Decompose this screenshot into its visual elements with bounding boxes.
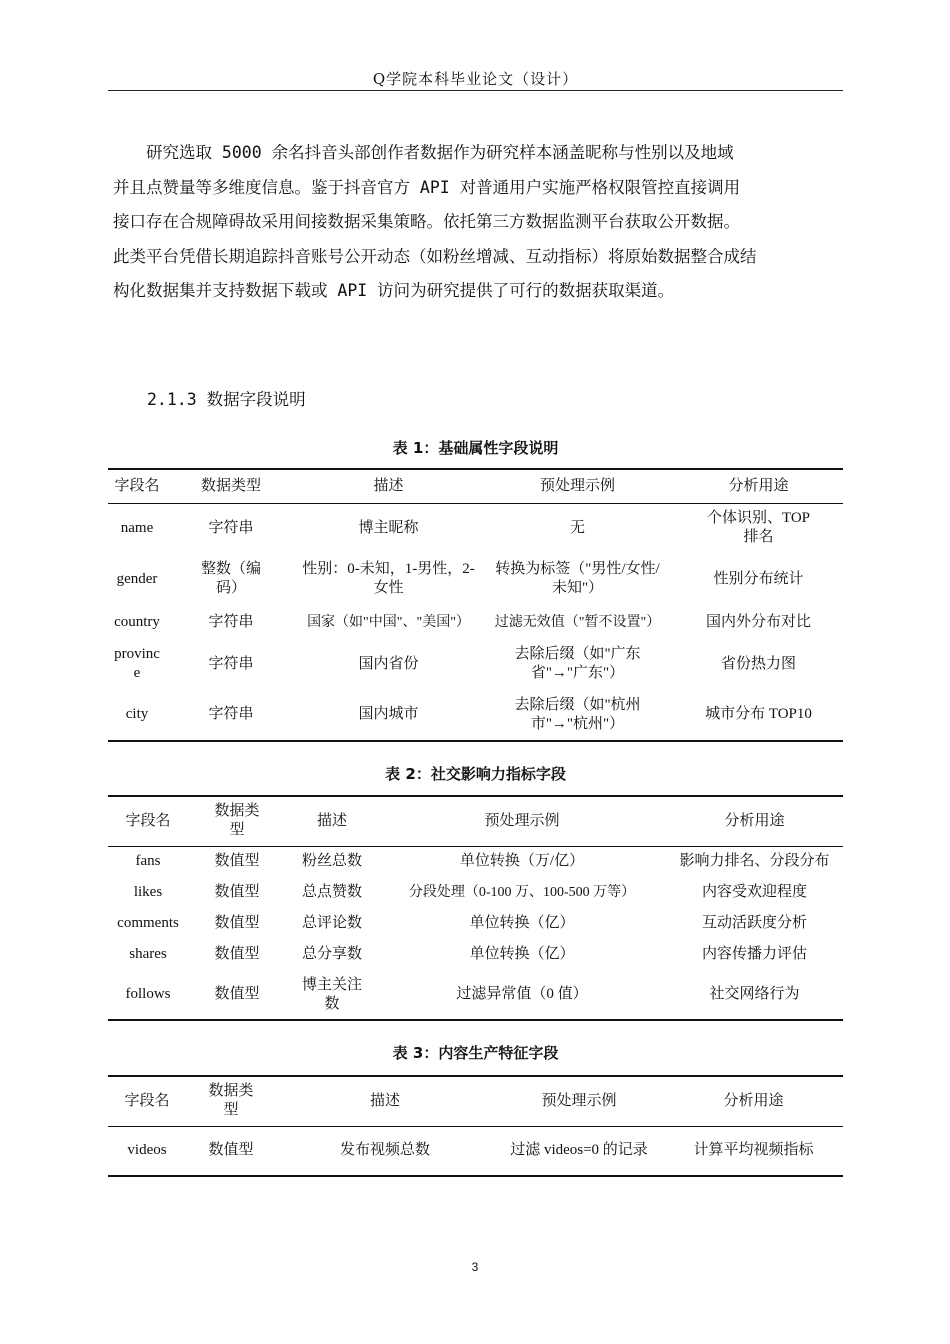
table-cell: 单位转换（亿） — [469, 915, 575, 931]
table-1-caption: 表 1：基础属性字段说明 — [392, 439, 559, 457]
table-header-cell: 预处理示例 — [481, 469, 674, 503]
table-cell: follows — [125, 986, 171, 1002]
table-row — [108, 503, 843, 553]
table-cell: likes — [133, 884, 163, 900]
table-header-cell: 数据类型 — [186, 1076, 276, 1126]
table-row — [108, 877, 843, 908]
table-header-cell: 数据类型 — [188, 796, 286, 846]
table-cell: 数值型 — [214, 884, 260, 900]
table-row — [108, 908, 843, 939]
table-cell: 数值型 — [214, 986, 260, 1002]
section-heading: 2.1.3 数据字段说明 — [147, 390, 306, 409]
table-cell: 总分享数 — [301, 946, 362, 962]
table-cell: 总评论数 — [301, 915, 362, 931]
table-cell: 粉丝总数 — [301, 853, 362, 870]
table-header-cell: 分析用途 — [666, 796, 843, 846]
table-row — [108, 939, 843, 970]
table-header-cell: 字段名 — [108, 1076, 186, 1126]
table-cell: comments — [117, 915, 179, 931]
table-header-cell: 预处理示例 — [494, 1076, 664, 1126]
table-cell: 字符串 — [208, 655, 254, 672]
paragraph-line: 接口存在合规障碍故采用间接数据采集策略。依托第三方数据监测平台获取公开数据。 — [113, 212, 740, 231]
table-header-cell: 描述 — [296, 469, 481, 503]
table-cell: 互动活跃度分析 — [701, 915, 807, 931]
table-cell: 国内省份 — [358, 655, 419, 672]
table-cell: city — [125, 706, 149, 722]
table-2 — [108, 795, 843, 1021]
header-rule — [108, 90, 843, 91]
table-cell: 国内城市 — [358, 706, 419, 722]
table-cell: 计算平均视频指标 — [693, 1142, 814, 1159]
table-header-cell: 分析用途 — [674, 469, 843, 503]
table-cell: 影响力排名、分段分布 — [679, 853, 830, 870]
table-cell: 去除后缀（如"广东省"→"广东"） — [514, 646, 641, 681]
table-header-cell: 预处理示例 — [378, 796, 666, 846]
paragraph-line: 此类平台凭借长期追踪抖音账号公开动态（如粉丝增减、互动指标）将原始数据整合成结 — [113, 246, 757, 266]
table-cell: 转换为标签（"男性/女性/未知"） — [495, 561, 660, 596]
table-header-cell: 数据类型 — [166, 469, 296, 503]
paragraph-line: 并且点赞量等多维度信息。鉴于抖音官方 API 对普通用户实施严格权限管控直接调用 — [113, 177, 741, 197]
table-header-cell: 字段名 — [108, 796, 188, 846]
table-cell: 城市分布 TOP10 — [705, 706, 812, 722]
table-cell: 省份热力图 — [720, 655, 796, 672]
table-cell: 国家（如"中国"、"美国"） — [307, 614, 470, 630]
table-header-cell: 描述 — [286, 796, 378, 846]
table-cell: 社交网络行为 — [709, 986, 800, 1002]
table-cell: shares — [129, 946, 167, 962]
paragraph-line: 构化数据集并支持数据下载或 API 访问为研究提供了可行的数据获取渠道。 — [113, 281, 675, 300]
table-cell: 去除后缀（如"杭州市"→"杭州"） — [514, 696, 641, 732]
table-cell: 总点赞数 — [301, 884, 362, 900]
table-cell: 内容受欢迎程度 — [701, 884, 807, 900]
page-number: 3 — [471, 1260, 479, 1274]
table-cell: 个体识别、TOP 排名 — [706, 510, 811, 546]
page-header: Q学院本科毕业论文（设计） — [372, 70, 579, 88]
paragraph-line: 研究选取 5000 余名抖音头部创作者数据作为研究样本涵盖昵称与性别以及地域 — [113, 143, 734, 162]
table-cell: videos — [127, 1142, 167, 1159]
table-cell: 整数（编码） — [200, 561, 261, 596]
table-cell: 无 — [569, 519, 585, 536]
table-cell: 过滤异常值（0 值） — [456, 986, 588, 1002]
table-cell: 国内外分布对比 — [705, 613, 811, 630]
table-cell: 单位转换（万/亿） — [459, 853, 585, 870]
table-header-cell: 分析用途 — [664, 1076, 843, 1126]
table-cell: 数值型 — [214, 915, 260, 931]
table-3 — [108, 1075, 843, 1177]
table-3-caption: 表 3：内容生产特征字段 — [392, 1044, 559, 1062]
table-cell: 内容传播力评估 — [701, 946, 807, 962]
table-row — [108, 553, 843, 605]
table-cell: 性别：0-未知，1-男性，2-女性 — [302, 561, 475, 596]
table-cell: 单位转换（亿） — [469, 946, 575, 962]
table-2-caption: 表 2：社交影响力指标字段 — [385, 765, 566, 783]
table-cell: province — [114, 646, 160, 681]
body-paragraph — [113, 136, 843, 309]
table-cell: 发布视频总数 — [339, 1142, 430, 1159]
table-cell: 过滤无效值（"暂不设置"） — [494, 614, 661, 630]
table-cell: 数值型 — [208, 1142, 254, 1159]
table-row — [108, 970, 843, 1020]
table-cell: 字符串 — [208, 613, 254, 630]
table-row — [108, 639, 843, 689]
table-cell: gender — [116, 570, 158, 587]
table-cell: 字符串 — [208, 706, 254, 722]
table-cell: 字符串 — [208, 519, 254, 536]
table-cell: 数值型 — [214, 946, 260, 962]
table-cell: 过滤 videos=0 的记录 — [510, 1142, 648, 1159]
table-cell: 博主关注数 — [301, 976, 362, 1012]
table-row — [108, 689, 843, 741]
table-row — [108, 605, 843, 639]
table-row — [108, 1126, 843, 1176]
table-cell: 博主昵称 — [358, 519, 419, 536]
table-1 — [108, 468, 843, 742]
table-cell: country — [114, 613, 160, 630]
table-row — [108, 846, 843, 877]
table-cell: name — [120, 519, 154, 536]
table-cell: 性别分布统计 — [713, 570, 804, 587]
table-cell: 数值型 — [214, 853, 260, 870]
table-header-cell: 字段名 — [108, 469, 166, 503]
table-cell: 分段处理（0-100 万、100-500 万等） — [408, 885, 636, 900]
table-header-cell: 描述 — [276, 1076, 494, 1126]
table-cell: fans — [135, 853, 161, 870]
